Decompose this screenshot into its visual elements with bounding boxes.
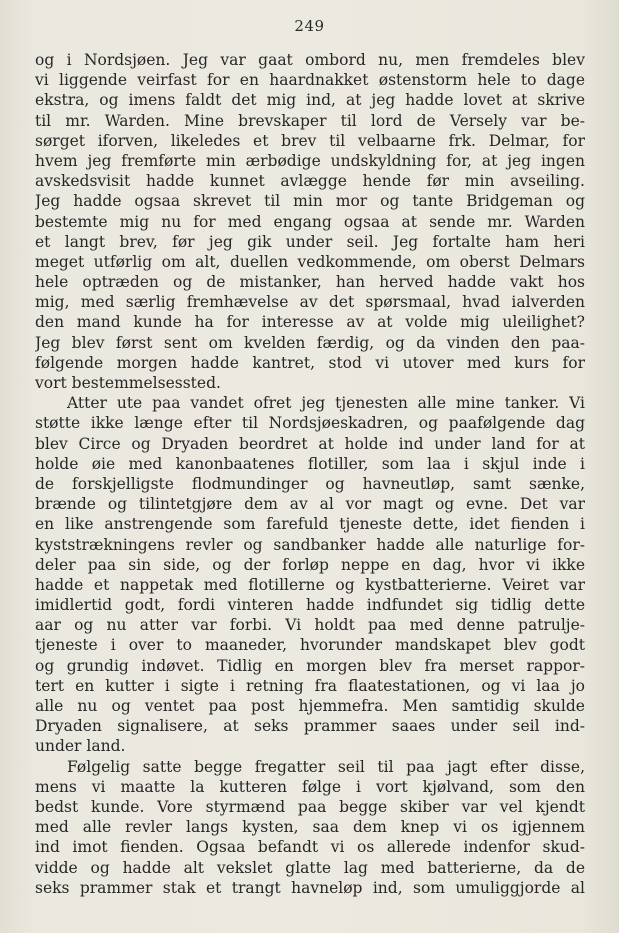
- text-line: sørget iforven, likeledes et brev til velbaarne frk. Delmar, for: [35, 131, 585, 150]
- text-line: kyststrækningens revler og sandbanker hadde alle naturlige for-: [35, 535, 585, 554]
- text-line: aar og nu atter var forbi. Vi holdt paa med denne patrulje-: [35, 616, 585, 635]
- text-line: Følgelig satte begge fregatter seil til paa jagt efter disse,: [67, 757, 585, 776]
- text-line: under land.: [35, 737, 126, 756]
- text-line: en like anstrengende som farefuld tjeneste dette, idet fienden i: [35, 515, 585, 534]
- text-line: alle nu og ventet paa post hjemmefra. Men samtidig skulde: [35, 697, 585, 715]
- text-line: med alle revler langs kysten, saa dem knep vi os igjennem: [35, 818, 585, 837]
- text-line: tjeneste i over to maaneder, hvorunder mandskapet blev godt: [35, 636, 585, 655]
- text-line: meget utførlig om alt, duellen vedkommende, om oberst Delmars: [35, 252, 585, 271]
- text-line: ekstra, og imens faldt det mig ind, at jeg hadde lovet at skrive: [35, 91, 585, 110]
- body-text: [35, 50, 585, 898]
- text-line: vi liggende veirfast for en haardnakket østenstorm hele to dage: [35, 71, 585, 90]
- text-line: avskedsvisit hadde kunnet avlægge hende før min avseiling.: [35, 172, 585, 191]
- text-line: og grundig indøvet. Tidlig en morgen blev fra merset rappor-: [35, 656, 585, 675]
- text-line: Atter ute paa vandet ofret jeg tjenesten alle mine tanker. Vi: [67, 394, 585, 413]
- text-line: blev Circe og Dryaden beordret at holde ind under land for at: [35, 434, 585, 453]
- text-line: ind imot fienden. Ogsaa befandt vi os allerede indenfor skud-: [35, 838, 585, 857]
- text-line: holde øie med kanonbaatenes flotiller, som laa i skjul inde i: [35, 454, 585, 473]
- text-line: de forskjelligste flodmundinger og havneutløp, samt sænke,: [35, 474, 585, 493]
- text-line: Jeg hadde ogsaa skrevet til min mor og tante Bridgeman og: [35, 192, 585, 211]
- text-line: og i Nordsjøen. Jeg var gaat ombord nu, men fremdeles blev: [35, 51, 585, 69]
- page-number: 249: [294, 17, 325, 35]
- text-line: seks prammer stak et trangt havneløp ind, som umuliggjorde al: [35, 878, 585, 897]
- text-line: vidde og hadde alt vekslet glatte lag med batterierne, da de: [35, 858, 585, 877]
- text-line: Dryaden signalisere, at seks prammer saaes under seil ind-: [35, 717, 585, 736]
- text-line: tert en kutter i sigte i retning fra flaatestationen, og vi laa jo: [35, 676, 585, 695]
- text-line: bestemte mig nu for med engang ogsaa at sende mr. Warden: [35, 212, 585, 231]
- text-line: et langt brev, før jeg gik under seil. Jeg fortalte ham heri: [35, 232, 585, 251]
- text-line: støtte ikke længe efter til Nordsjøeskadren, og paafølgende dag: [35, 414, 585, 433]
- text-line: imidlertid godt, fordi vinteren hadde indfundet sig tidlig dette: [35, 596, 585, 615]
- text-line: hvem jeg fremførte min ærbødige undskyldning for, at jeg ingen: [35, 151, 585, 170]
- text-line: mens vi maatte la kutteren følge i vort kjølvand, som den: [35, 777, 585, 796]
- text-line: brænde og tilintetgjøre dem av al vor magt og evne. Det var: [35, 495, 585, 514]
- text-line: hadde et nappetak med flotillerne og kystbatterierne. Veiret var: [35, 575, 585, 594]
- text-line: den mand kunde ha for interesse av at volde mig uleilighet?: [35, 313, 585, 332]
- text-line: vort bestemmelsessted.: [35, 374, 221, 392]
- text-line: mig, med særlig fremhævelse av det spørsmaal, hvad ialverden: [35, 293, 585, 312]
- text-line: Jeg blev først sent om kvelden færdig, og da vinden den paa-: [35, 333, 585, 352]
- text-line: hele optræden og de mistanker, han herved hadde vakt hos: [35, 273, 585, 292]
- text-line: til mr. Warden. Mine brevskaper til lord de Versely var be-: [35, 111, 585, 130]
- text-line: følgende morgen hadde kantret, stod vi utover med kurs for: [35, 353, 585, 372]
- text-line: bedst kunde. Vore styrmænd paa begge skiber var vel kjendt: [35, 797, 585, 816]
- text-line: deler paa sin side, og der forløp neppe en dag, hvor vi ikke: [35, 555, 585, 574]
